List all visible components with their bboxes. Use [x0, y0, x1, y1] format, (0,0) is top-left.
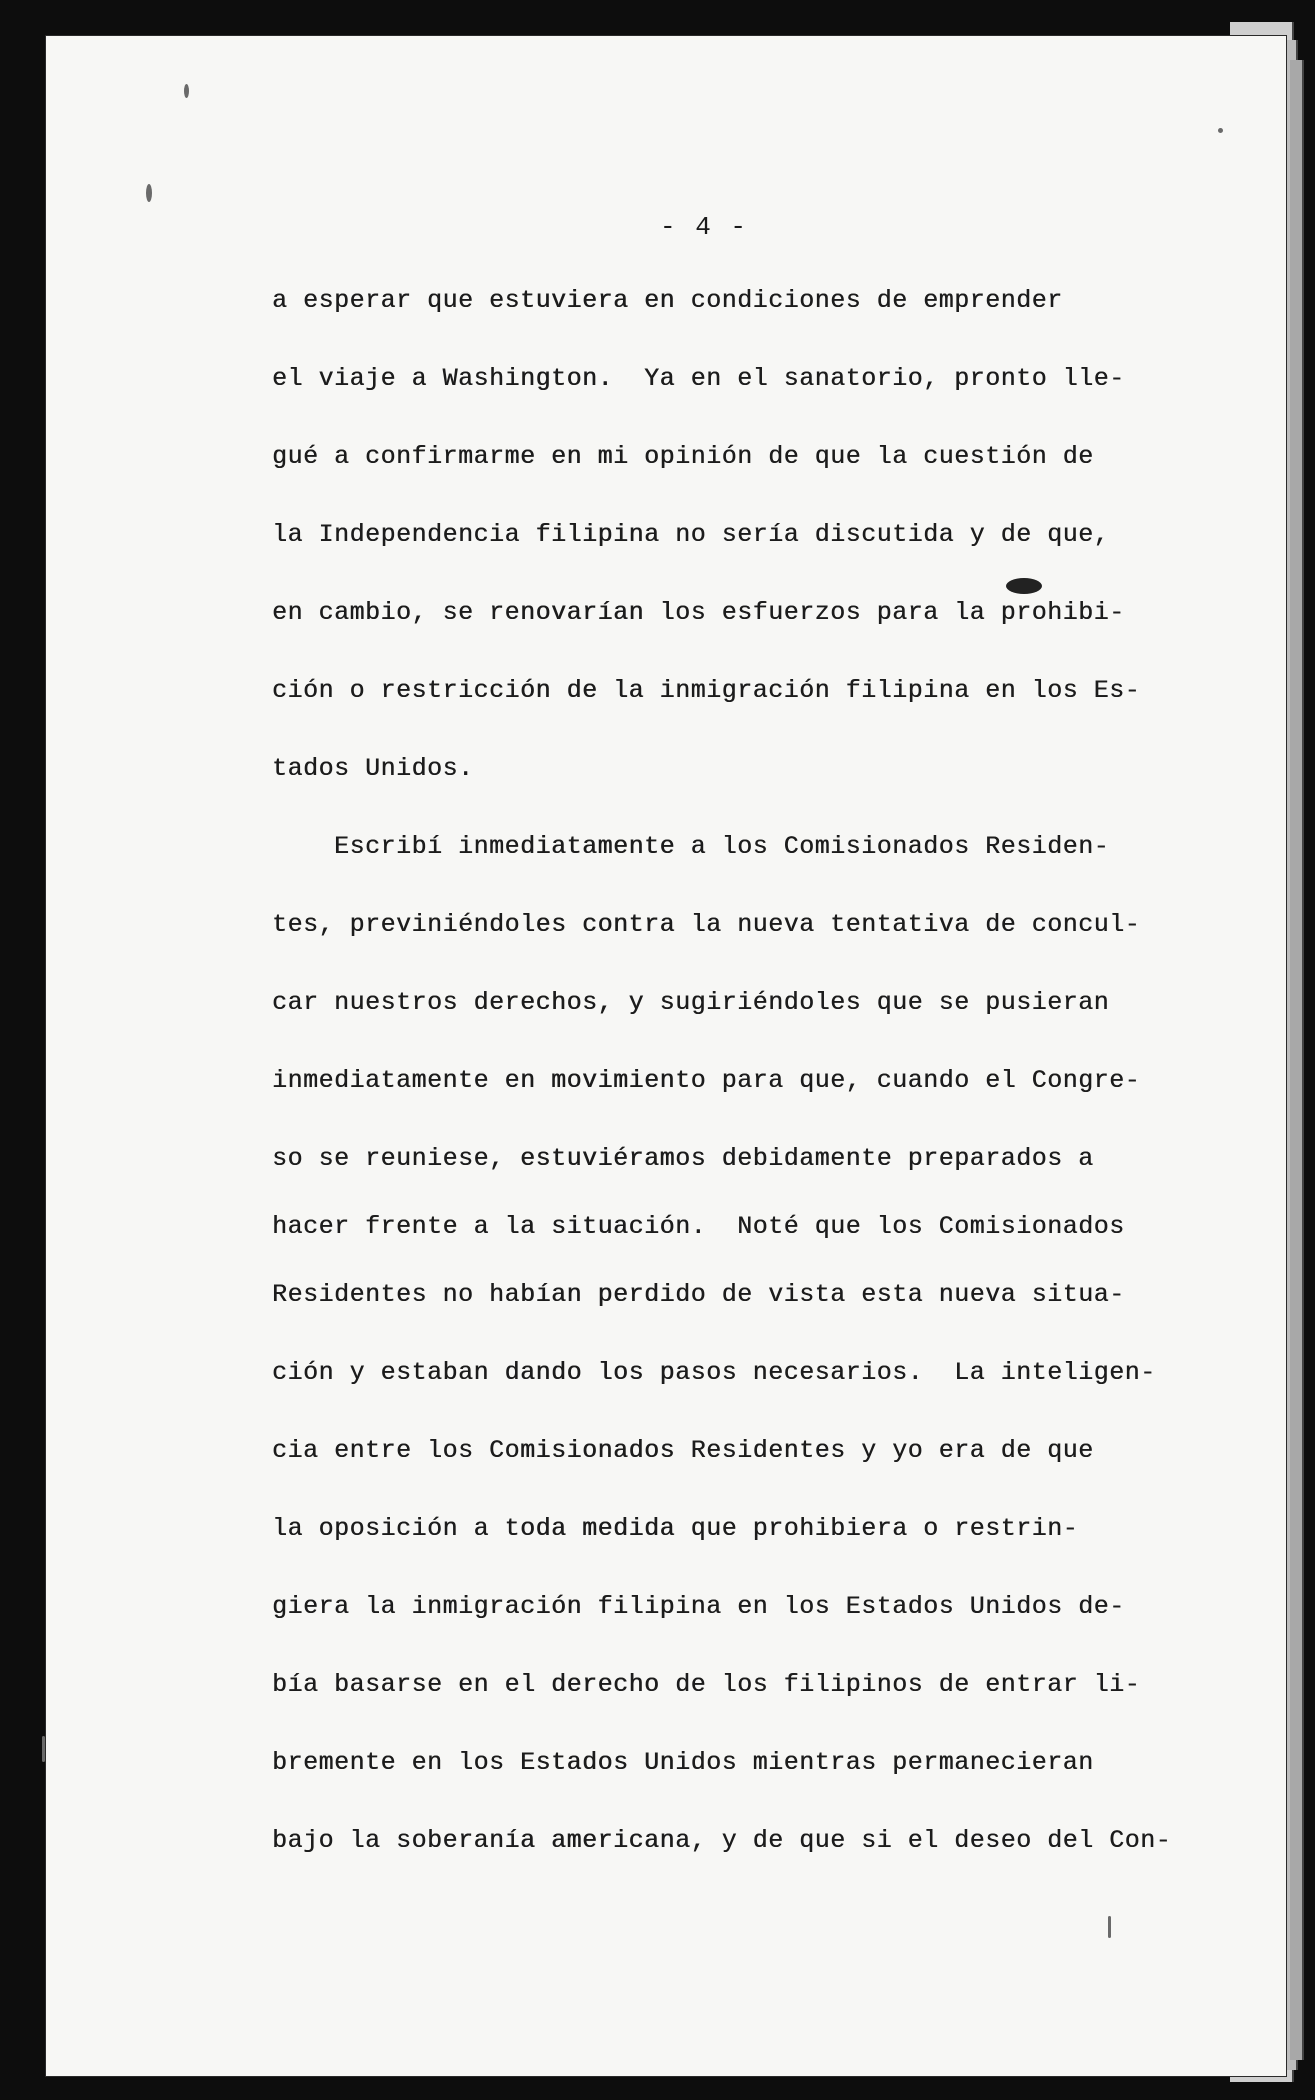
paper-speck	[184, 84, 189, 98]
paper-speck	[146, 184, 152, 202]
underlying-sheet	[1290, 60, 1304, 2060]
pen-mark	[1108, 1916, 1111, 1938]
paper-speck	[1218, 128, 1223, 133]
text-line: car nuestros derechos, y sugiriéndoles que se pusieran	[272, 988, 1110, 1017]
text-line: ción o restricción de la inmigración filipina en los Es-	[272, 676, 1141, 705]
text-line: la oposición a toda medida que prohibiera o restrin-	[272, 1514, 1079, 1543]
text-line: bremente en los Estados Unidos mientras permanecieran	[272, 1748, 1094, 1777]
text-line: giera la inmigración filipina en los Estados Unidos de-	[272, 1592, 1125, 1621]
page-number: - 4 -	[660, 212, 749, 242]
text-line: hacer frente a la situación. Noté que los Comisionados	[272, 1212, 1125, 1241]
text-line: Residentes no habían perdido de vista esta nueva situa-	[272, 1280, 1125, 1309]
text-line: el viaje a Washington. Ya en el sanatorio, pronto lle-	[272, 364, 1125, 393]
text-line: ción y estaban dando los pasos necesarios. La inteligen-	[272, 1358, 1156, 1387]
text-line: tes, previniéndoles contra la nueva tentativa de concul-	[272, 910, 1141, 939]
text-line: a esperar que estuviera en condiciones de emprender	[272, 286, 1063, 315]
paragraph-start-line: Escribí inmediatamente a los Comisionados Residen-	[272, 832, 1110, 861]
text-line: so se reuniese, estuviéramos debidamente preparados a	[272, 1144, 1094, 1173]
text-line: gué a confirmarme en mi opinión de que la cuestión de	[272, 442, 1094, 471]
text-line: en cambio, se renovarían los esfuerzos para la prohibi-	[272, 598, 1125, 627]
text-line: cia entre los Comisionados Residentes y yo era de que	[272, 1436, 1094, 1465]
text-line: bía basarse en el derecho de los filipinos de entrar li-	[272, 1670, 1141, 1699]
text-line: tados Unidos.	[272, 754, 474, 783]
text-line: inmediatamente en movimiento para que, cuando el Congre-	[272, 1066, 1141, 1095]
pen-mark	[42, 1736, 45, 1762]
body-text	[272, 262, 1172, 1880]
text-line: bajo la soberanía americana, y de que si el deseo del Con-	[272, 1826, 1172, 1855]
text-line: la Independencia filipina no sería discutida y de que,	[272, 520, 1110, 549]
